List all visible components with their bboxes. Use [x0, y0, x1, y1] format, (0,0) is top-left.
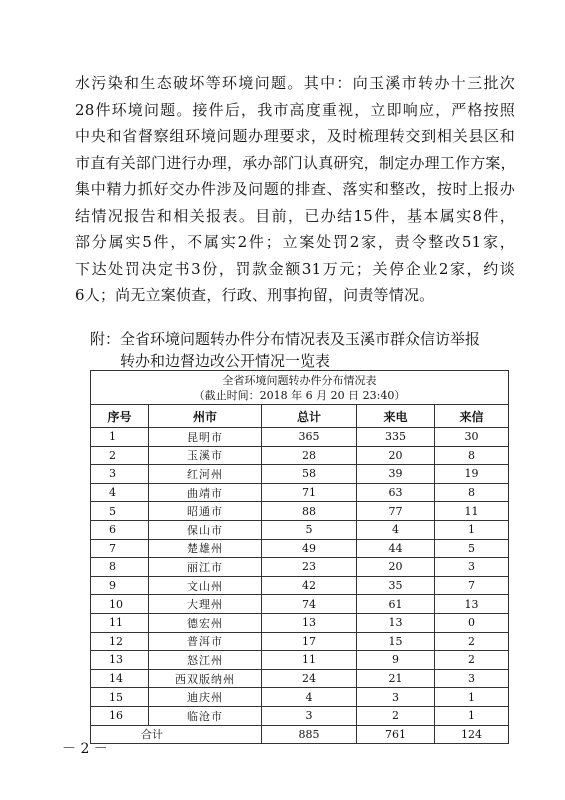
table-row — [91, 632, 509, 651]
table-row — [91, 558, 509, 577]
cell-total: 17 — [262, 632, 357, 651]
total-label: 合计 — [91, 725, 262, 744]
body-paragraph — [75, 70, 515, 309]
cell-total: 88 — [262, 502, 357, 521]
cell-total: 24 — [262, 669, 357, 688]
cell-letter: 2 — [435, 632, 509, 651]
body-line: 6人；尚无立案侦查，行政、刑事拘留，问责等情况。 — [75, 286, 435, 304]
table-body — [91, 428, 509, 726]
body-line: 集中精力抓好交办件涉及问题的排查、落实和整改，按时上报办 — [75, 180, 515, 198]
cell-city: 德宏州 — [149, 613, 262, 632]
table-row — [91, 428, 509, 447]
cell-city: 昆明市 — [149, 428, 262, 447]
cell-total: 11 — [262, 651, 357, 670]
table-total-row — [91, 725, 509, 744]
cell-city: 昭通市 — [149, 502, 262, 521]
cell-index: 8 — [91, 558, 149, 577]
cell-city: 丽江市 — [149, 558, 262, 577]
cell-total: 74 — [262, 595, 357, 614]
cell-letter: 3 — [435, 669, 509, 688]
cell-index: 12 — [91, 632, 149, 651]
cell-letter: 0 — [435, 613, 509, 632]
cell-phone: 15 — [357, 632, 435, 651]
header-letter: 来信 — [435, 405, 509, 428]
table-row — [91, 651, 509, 670]
body-line: 部分属实5件，不属实2件；立案处罚2家，责令整改51家， — [75, 233, 515, 251]
table-row — [91, 595, 509, 614]
table-subtitle: （截止时间：2018 年 6 月 20 日 23:40） — [193, 388, 406, 402]
cell-total: 365 — [262, 428, 357, 447]
body-line: 市直有关部门进行办理，承办部门认真研究，制定办理工作方案， — [75, 153, 516, 172]
cell-phone: 63 — [357, 483, 435, 502]
cell-total: 4 — [262, 688, 357, 707]
body-line: 28件环境问题。接件后，我市高度重视，立即响应，严格按照 — [75, 100, 515, 119]
cell-phone: 335 — [357, 428, 435, 447]
distribution-table — [90, 370, 509, 744]
cell-phone: 13 — [357, 613, 435, 632]
cell-index: 4 — [91, 483, 149, 502]
cell-phone: 9 — [357, 651, 435, 670]
table-row — [91, 576, 509, 595]
body-line: 水污染和生态破坏等环境问题。其中：向玉溪市转办十三批次 — [75, 74, 515, 92]
body-line: 结情况报告和相关报表。目前，已办结15件，基本属实8件， — [75, 206, 515, 225]
cell-total: 42 — [262, 576, 357, 595]
attachment-caption — [90, 328, 510, 372]
header-index: 序号 — [91, 405, 149, 428]
cell-letter: 1 — [435, 706, 509, 725]
table-row — [91, 688, 509, 707]
table-title-cell — [91, 371, 509, 405]
caption-line-2: 转办和边督边改公开情况一览表 — [120, 352, 331, 370]
total-phone: 761 — [357, 725, 435, 744]
cell-letter: 1 — [435, 688, 509, 707]
cell-letter: 13 — [435, 595, 509, 614]
table-title: 全省环境问题转办件分布情况表 — [222, 373, 377, 387]
cell-city: 迪庆州 — [149, 688, 262, 707]
cell-letter: 7 — [435, 576, 509, 595]
table-row — [91, 539, 509, 558]
cell-letter: 5 — [435, 539, 509, 558]
cell-phone: 20 — [357, 446, 435, 465]
cell-index: 15 — [91, 688, 149, 707]
cell-city: 保山市 — [149, 520, 262, 539]
cell-phone: 3 — [357, 688, 435, 707]
cell-city: 西双版纳州 — [149, 669, 262, 688]
cell-total: 58 — [262, 465, 357, 484]
cell-phone: 2 — [357, 706, 435, 725]
table-row — [91, 465, 509, 484]
cell-index: 1 — [91, 428, 149, 447]
cell-letter: 19 — [435, 465, 509, 484]
cell-total: 5 — [262, 520, 357, 539]
header-city: 州市 — [149, 405, 262, 428]
cell-index: 10 — [91, 595, 149, 614]
cell-index: 11 — [91, 613, 149, 632]
cell-letter: 30 — [435, 428, 509, 447]
total-letter: 124 — [435, 725, 509, 744]
cell-phone: 39 — [357, 465, 435, 484]
table-row — [91, 669, 509, 688]
cell-index: 16 — [91, 706, 149, 725]
cell-city: 曲靖市 — [149, 483, 262, 502]
header-phone: 来电 — [357, 405, 435, 428]
cell-total: 13 — [262, 613, 357, 632]
cell-total: 71 — [262, 483, 357, 502]
cell-letter: 8 — [435, 446, 509, 465]
cell-index: 5 — [91, 502, 149, 521]
cell-phone: 61 — [357, 595, 435, 614]
body-line: 下达处罚决定书3份，罚款金额31万元；关停企业2家，约谈 — [75, 259, 515, 278]
cell-phone: 35 — [357, 576, 435, 595]
cell-total: 23 — [262, 558, 357, 577]
cell-index: 2 — [91, 446, 149, 465]
cell-letter: 11 — [435, 502, 509, 521]
cell-city: 临沧市 — [149, 706, 262, 725]
cell-index: 14 — [91, 669, 149, 688]
cell-city: 普洱市 — [149, 632, 262, 651]
cell-phone: 44 — [357, 539, 435, 558]
caption-line-1: 附：全省环境问题转办件分布情况表及玉溪市群众信访举报 — [90, 330, 481, 348]
cell-index: 3 — [91, 465, 149, 484]
cell-city: 文山州 — [149, 576, 262, 595]
cell-letter: 2 — [435, 651, 509, 670]
table-row — [91, 706, 509, 725]
header-total: 总计 — [262, 405, 357, 428]
cell-index: 13 — [91, 651, 149, 670]
table-row — [91, 446, 509, 465]
table-row — [91, 483, 509, 502]
cell-phone: 4 — [357, 520, 435, 539]
table-header-row — [91, 405, 509, 428]
page-number: － 2 － — [62, 741, 108, 757]
cell-total: 3 — [262, 706, 357, 725]
cell-phone: 21 — [357, 669, 435, 688]
table-row — [91, 613, 509, 632]
table-row — [91, 520, 509, 539]
cell-index: 7 — [91, 539, 149, 558]
body-line: 中央和省督察组环境问题办理要求，及时梳理转交到相关县区和 — [75, 127, 515, 145]
cell-index: 6 — [91, 520, 149, 539]
cell-letter: 3 — [435, 558, 509, 577]
cell-city: 怒江州 — [149, 651, 262, 670]
cell-letter: 1 — [435, 520, 509, 539]
cell-phone: 77 — [357, 502, 435, 521]
cell-city: 大理州 — [149, 595, 262, 614]
distribution-table-container — [90, 370, 508, 744]
cell-city: 玉溪市 — [149, 446, 262, 465]
cell-letter: 8 — [435, 483, 509, 502]
table-row — [91, 502, 509, 521]
cell-city: 红河州 — [149, 465, 262, 484]
cell-total: 49 — [262, 539, 357, 558]
total-count: 885 — [262, 725, 357, 744]
cell-city: 楚雄州 — [149, 539, 262, 558]
cell-total: 28 — [262, 446, 357, 465]
cell-index: 9 — [91, 576, 149, 595]
cell-phone: 20 — [357, 558, 435, 577]
